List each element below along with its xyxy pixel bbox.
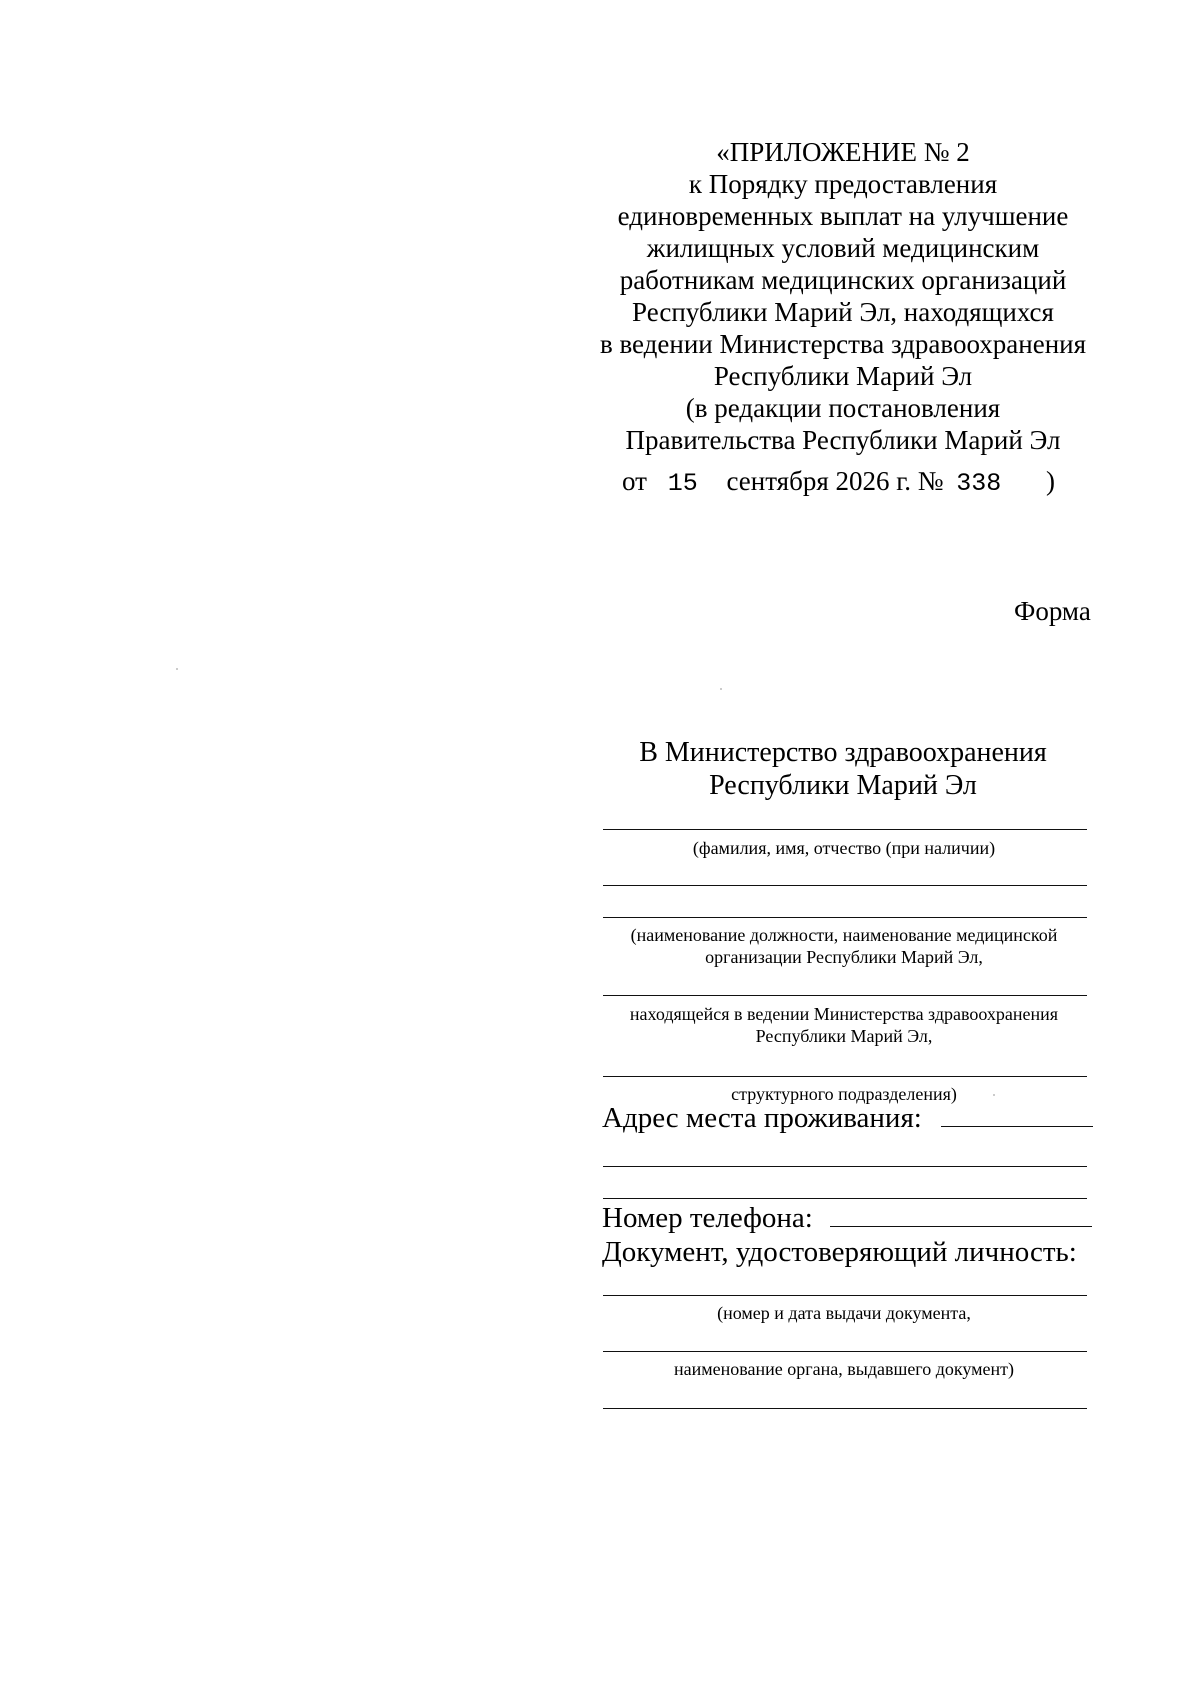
doc-extra-input-line[interactable] xyxy=(603,1408,1087,1409)
position-input-line-2[interactable] xyxy=(603,917,1087,918)
ministry-input-line[interactable] xyxy=(603,995,1087,996)
addressee xyxy=(560,736,1126,802)
date-close-paren: ) xyxy=(1046,466,1056,496)
date-prefix: от xyxy=(622,466,647,496)
phone-input-line[interactable] xyxy=(830,1206,1092,1227)
header-line-5: работникам медицинских организаций xyxy=(619,265,1067,295)
form-label: Форма xyxy=(1014,596,1091,626)
header-line-3: единовременных выплат на улучшение xyxy=(617,201,1069,231)
doc-caption-2: наименование органа, выдавшего документ) xyxy=(673,1359,1015,1379)
header-line-10: Правительства Республики Марий Эл xyxy=(625,425,1061,455)
identity-doc-label: Документ, удостоверяющий личность: xyxy=(602,1236,1077,1268)
addressee-line-2: Республики Марий Эл xyxy=(709,770,977,801)
date-day: 15 xyxy=(667,469,698,498)
address-input-line[interactable] xyxy=(941,1106,1093,1127)
ministry-caption-2: Республики Марий Эл, xyxy=(755,1026,933,1046)
address-label: Адрес места проживания: xyxy=(602,1102,922,1134)
header-line-2: к Порядку предоставления xyxy=(688,169,998,199)
doc-caption-1: (номер и дата выдачи документа, xyxy=(717,1303,971,1323)
scan-speck xyxy=(720,688,722,690)
header-line-1: «ПРИЛОЖЕНИЕ № 2 xyxy=(716,137,970,167)
header-line-6: Республики Марий Эл, находящихся xyxy=(632,297,1054,327)
resolution-date-line xyxy=(622,466,1055,498)
header-line-9: (в редакции постановления xyxy=(685,393,1001,423)
date-month-year: сентября 2026 г. № xyxy=(726,466,944,496)
scan-speck xyxy=(176,668,178,670)
header-line-8: Республики Марий Эл xyxy=(713,361,973,391)
position-caption-1: (наименование должности, наименование медицинской xyxy=(630,925,1058,945)
phone-label: Номер телефона: xyxy=(602,1202,813,1234)
phone-field xyxy=(602,1202,1092,1235)
address-field xyxy=(602,1102,1093,1135)
addressee-line-1: В Министерство здравоохранения xyxy=(639,737,1047,768)
header-line-7: в ведении Министерства здравоохранения xyxy=(599,329,1087,359)
address-input-line-3[interactable] xyxy=(603,1198,1087,1199)
header-line-4: жилищных условий медицинским xyxy=(646,233,1040,263)
unit-input-line[interactable] xyxy=(603,1076,1087,1077)
scan-speck xyxy=(993,1094,995,1096)
doc-issuer-input-line[interactable] xyxy=(603,1351,1087,1352)
doc-number-input-line[interactable] xyxy=(603,1295,1087,1296)
ministry-caption-1: находящейся в ведении Министерства здравоохранения xyxy=(629,1004,1059,1024)
position-input-line-1[interactable] xyxy=(603,885,1087,886)
unit-caption: структурного подразделения) xyxy=(731,1084,957,1104)
appendix-header xyxy=(560,136,1126,456)
fio-input-line[interactable] xyxy=(603,829,1087,830)
resolution-number: 338 xyxy=(956,469,1002,498)
position-caption-2: организации Республики Марий Эл, xyxy=(705,947,983,967)
address-input-line-2[interactable] xyxy=(603,1166,1087,1167)
fio-caption: (фамилия, имя, отчество (при наличии) xyxy=(692,838,996,858)
